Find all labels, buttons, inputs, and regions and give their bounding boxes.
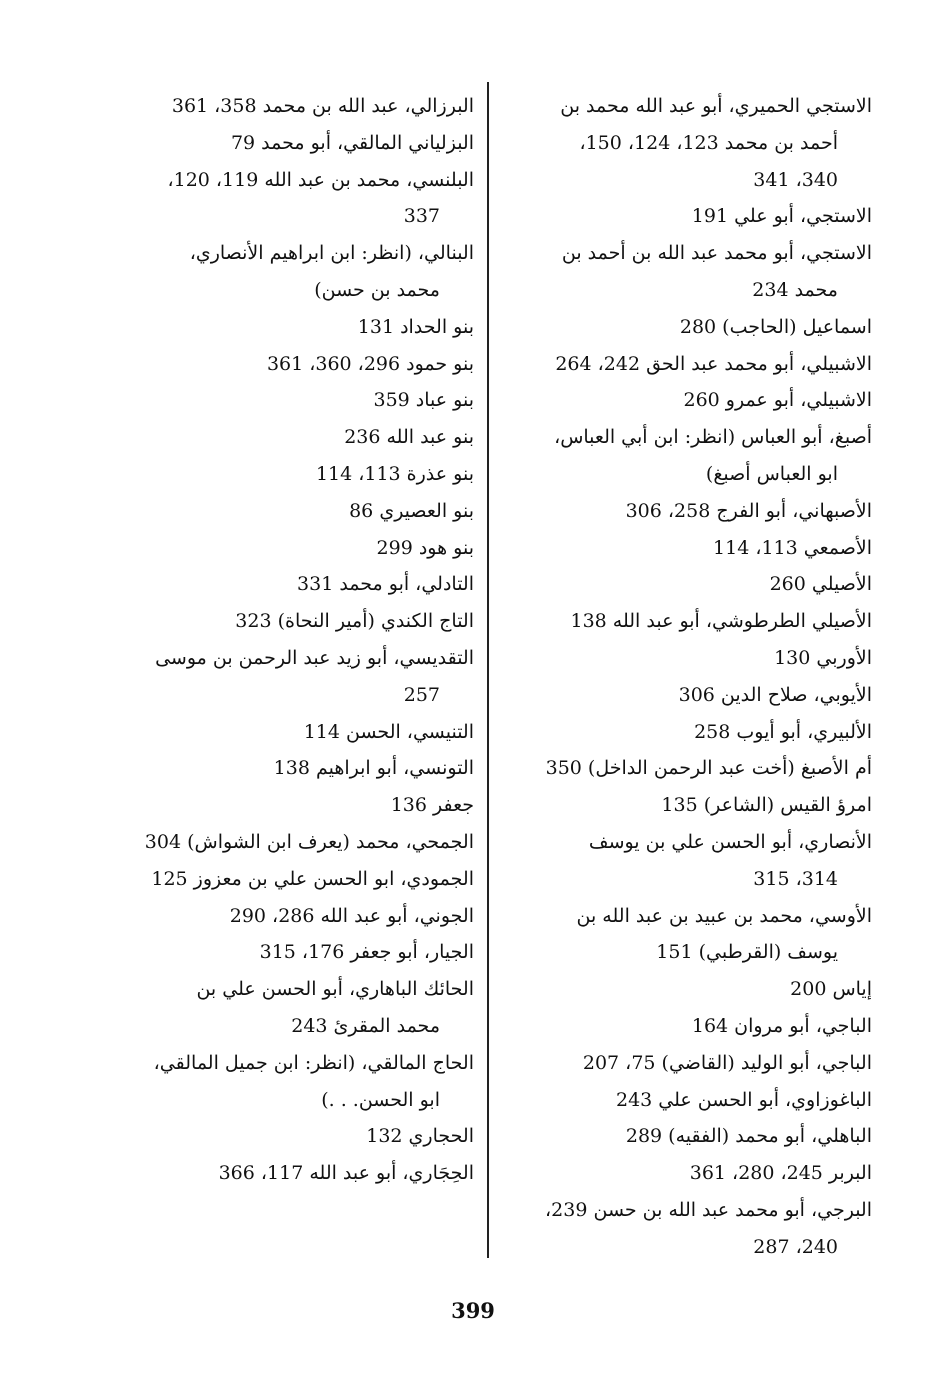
index-entry-line: الأصيلي 260: [769, 573, 872, 596]
index-entry-line: بنو حمود 296، 360، 361: [266, 352, 474, 375]
index-entry-line: الجوني، أبو عبد الله 286، 290: [229, 904, 474, 927]
index-entry-line: بنو عباد 359: [373, 389, 474, 412]
index-entry-line: الأصمعي 113، 114: [713, 536, 872, 559]
index-entry-line: الحجاري 132: [366, 1125, 474, 1148]
index-entry-line: الباهلي، أبو محمد (الفقيه) 289: [625, 1125, 872, 1148]
index-entry-line: الباجي، أبو مروان 164: [691, 1014, 872, 1037]
index-entry: [500, 1045, 872, 1082]
page-number: 399: [451, 1298, 495, 1323]
index-entry-continuation: محمد المقرئ 243: [291, 1014, 440, 1037]
index-entry-line: الباغوزاوي، أبو الحسن علي 243: [616, 1088, 872, 1111]
index-entry-continuation: يوسف (القرطبي) 151: [656, 941, 838, 964]
index-entry: [500, 677, 872, 714]
index-entry: [100, 1045, 474, 1119]
index-entry: [500, 750, 872, 787]
index-entry-line: الاستجي، أبو محمد عبد الله بن أحمد بن: [561, 242, 872, 265]
index-entry: [500, 787, 872, 824]
index-entry-line: الأصيلي الطرطوشي، أبو عبد الله 138: [570, 610, 872, 633]
index-entry-line: امرؤ القيس (الشاعر) 135: [661, 794, 872, 817]
index-entry: [500, 1082, 872, 1119]
index-entry: [100, 714, 474, 751]
index-entry: [100, 456, 474, 493]
index-entry-line: اسماعيل (الحاجب) 280: [679, 315, 872, 338]
index-entry-line: الحاج المالقي، (انظر: ابن جميل المالقي،: [153, 1051, 474, 1074]
index-entry-line: التادلي، أبو محمد 331: [297, 573, 474, 596]
index-entry: [100, 566, 474, 603]
index-entry-line: البزلياني المالقي، أبو محمد 79: [230, 131, 474, 154]
index-entry: [100, 898, 474, 935]
index-entry-line: التقديسي، أبو زيد عبد الرحمن بن موسى: [155, 646, 474, 669]
index-entry-line: الباجي، أبو الوليد (القاضي) 75، 207: [582, 1051, 872, 1074]
index-entry: [100, 235, 474, 309]
index-entry-line: أصبغ، أبو العباس (انظر: ابن أبي العباس،: [554, 426, 872, 449]
index-entry: [500, 346, 872, 383]
index-entry: [100, 1155, 474, 1192]
index-entry: [500, 1008, 872, 1045]
index-entry-line: الحِجَاري، أبو عبد الله 117، 366: [218, 1162, 474, 1185]
index-entry-line: الاشبيلي، أبو عمرو 260: [683, 389, 872, 412]
index-entry-line: الأوسي، محمد بن عبيد بن عبد الله بن: [576, 904, 872, 927]
index-entry-continuation: ابو العباس أصبغ): [705, 462, 838, 485]
index-entry: [100, 530, 474, 567]
index-entry: [500, 714, 872, 751]
index-entry: [500, 88, 872, 198]
index-entry: [500, 603, 872, 640]
index-entry-line: الجمودي، ابو الحسن علي بن معزوز 125: [151, 867, 474, 890]
index-entry: [500, 1155, 872, 1192]
index-entry-line: بنو الحداد 131: [357, 315, 474, 338]
index-entry-continuation: 340، 341: [753, 168, 838, 191]
index-entry: [100, 640, 474, 714]
index-entry: [100, 493, 474, 530]
index-entry: [500, 1118, 872, 1155]
index-entry-line: بنو عبد الله 236: [344, 426, 474, 449]
index-entry: [100, 419, 474, 456]
index-entry: [500, 493, 872, 530]
index-entry-line: الجمحي، محمد (يعرف ابن الشواش) 304: [144, 830, 474, 853]
index-entry: [500, 419, 872, 493]
index-entry: [100, 861, 474, 898]
index-entry-line: الحائك الباهاري، أبو الحسن علي بن: [196, 978, 474, 1001]
index-entry: [100, 787, 474, 824]
index-column-left: [100, 88, 474, 1192]
index-entry: [500, 309, 872, 346]
index-entry: [500, 640, 872, 677]
index-entry: [100, 382, 474, 419]
index-entry-line: البربر 245، 280، 361: [689, 1162, 872, 1185]
column-divider: [487, 82, 489, 1258]
index-entry-line: جعفر 136: [390, 794, 474, 817]
index-entry: [100, 309, 474, 346]
index-entry-line: بنو عذرة 113، 114: [315, 462, 474, 485]
index-entry-line: البرجي، أبو محمد عبد الله بن حسن 239،: [545, 1198, 872, 1221]
index-entry: [100, 346, 474, 383]
index-entry: [100, 603, 474, 640]
index-entry-continuation: محمد بن حسن): [314, 278, 440, 301]
index-entry: [500, 971, 872, 1008]
index-entry-line: الأيوبي، صلاح الدين 306: [678, 683, 872, 706]
index-entry-line: إياس 200: [790, 978, 872, 1001]
index-entry-line: الأصبهاني، أبو الفرج 258، 306: [625, 499, 872, 522]
index-entry-line: البرزالي، عبد الله بن محمد 358، 361: [171, 95, 474, 117]
index-entry-line: أم الأصبغ (أخت عبد الرحمن الداخل) 350: [545, 757, 872, 780]
index-entry-line: التنيسي، الحسن 114: [303, 720, 474, 743]
index-entry: [100, 125, 474, 162]
index-entry-line: الاستجي الحميري، أبو عبد الله محمد بن: [560, 95, 872, 117]
index-entry: [500, 898, 872, 972]
index-entry: [500, 566, 872, 603]
index-entry: [500, 530, 872, 567]
index-entry-line: البنالي، (انظر: ابن ابراهيم الأنصاري،: [189, 242, 474, 265]
index-entry-continuation: ابو الحسن. . .): [321, 1088, 440, 1111]
index-entry-line: بنو العصيري 86: [349, 499, 474, 522]
index-entry: [500, 382, 872, 419]
index-entry: [500, 1192, 872, 1266]
index-entry: [500, 824, 872, 898]
index-entry-continuation: 337: [403, 205, 440, 228]
index-entry-line: بنو هود 299: [376, 536, 474, 559]
index-entry: [500, 235, 872, 309]
index-column-right: [500, 88, 872, 1266]
index-entry: [100, 824, 474, 861]
index-entry: [100, 162, 474, 236]
index-entry: [100, 971, 474, 1045]
index-entry-line: البلنسي، محمد بن عبد الله 119، 120،: [167, 168, 474, 191]
index-entry-line: الاشبيلي، أبو محمد عبد الحق 242، 264: [555, 352, 872, 375]
index-entry: [100, 934, 474, 971]
index-entry-line: التاج الكندي (أمير النحاة) 323: [235, 610, 474, 633]
index-entry-continuation: 257: [403, 683, 440, 706]
index-entry-line: الاستجي، أبو علي 191: [691, 205, 872, 228]
index-entry-line: الألبيري، أبو أيوب 258: [694, 720, 872, 743]
index-entry-continuation: 314، 315: [753, 867, 838, 890]
index-entry-line: الأوربي 130: [774, 646, 872, 669]
index-entry-line: الجيار، أبو جعفر 176، 315: [259, 941, 474, 964]
index-entry: [500, 198, 872, 235]
index-entry-continuation: أحمد بن محمد 123، 124، 150،: [579, 131, 838, 154]
index-entry: [100, 750, 474, 787]
index-entry: [100, 88, 474, 125]
index-entry-continuation: محمد 234: [752, 278, 838, 301]
index-entry-continuation: 240، 287: [753, 1235, 838, 1258]
index-entry-line: الأنصاري، أبو الحسن علي بن يوسف: [588, 830, 872, 853]
index-entry-line: التونسي، أبو ابراهيم 138: [273, 757, 474, 780]
index-entry: [100, 1118, 474, 1155]
